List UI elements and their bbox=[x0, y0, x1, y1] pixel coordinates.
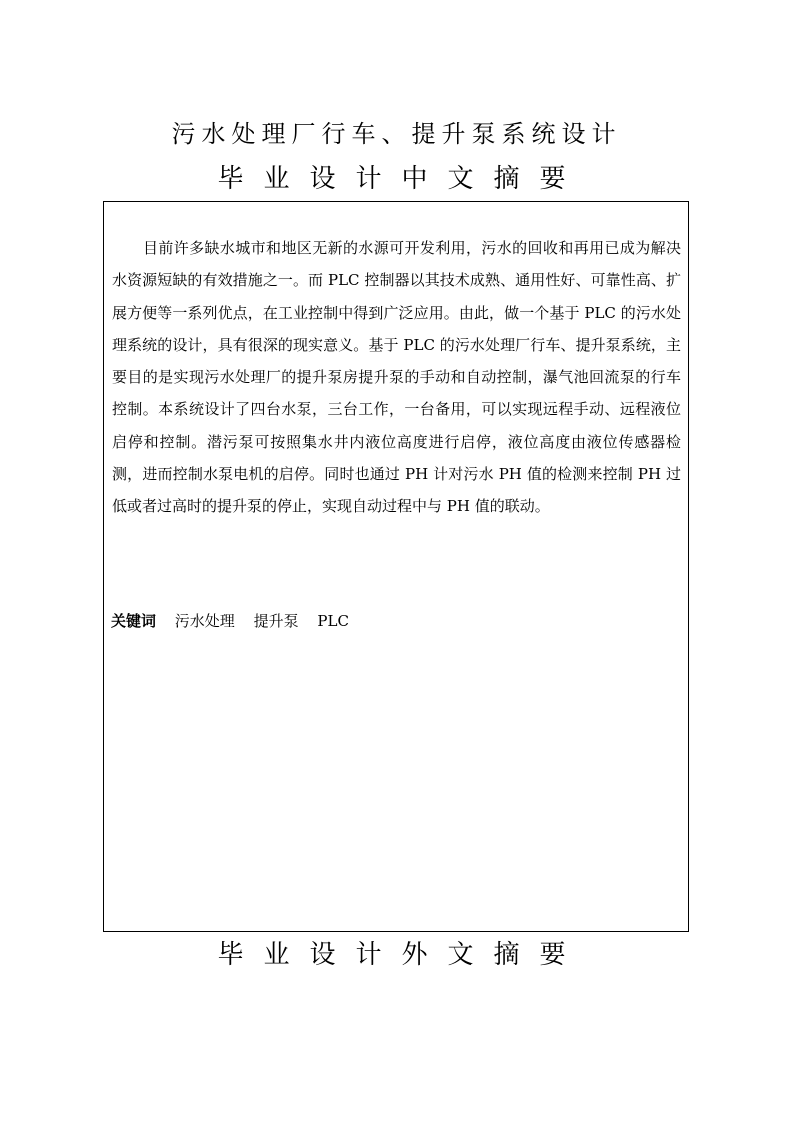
foreign-abstract-heading: 毕业设计外文摘要 bbox=[217, 940, 586, 970]
keyword-item: 污水处理 bbox=[174, 612, 235, 630]
abstract-body bbox=[112, 232, 681, 523]
keywords-label: 关键词 bbox=[111, 612, 157, 630]
abstract-paragraph: 目前许多缺水城市和地区无新的水源可开发利用，污水的回收和再用已成为解决水资源短缺的有效措施之一。而 PLC 控制器以其技术成熟、通用性好、可靠性高、扩展方便等一系列优点，在工业控制中得到广泛应用。由此，做一个基于 PLC 的污水处理系统的设计，具有很深的现实意义。基于 PLC 的污水处理厂行车、提升泵系统，主要目的是实现污水处理厂的提升泵房提升泵的手动和自动控制，瀑气池回流泵的行车控制。本系统设计了四台水泵，三台工作，一台备用，可以实现远程手动、远程液位启停和控制。潜污泵可按照集水井内液位高度进行启停，液位高度由液位传感器检测，进而控制水泵电机的启停。同时也通过 PH 计对污水 PH 值的检测来控制 PH 过低或者过高时的提升泵的停止，实现自动过程中与 PH 值的联动。 bbox=[112, 239, 681, 516]
keywords-line bbox=[111, 610, 363, 632]
keyword-item: PLC bbox=[317, 612, 349, 630]
abstract-box bbox=[103, 201, 689, 932]
keyword-item: 提升泵 bbox=[253, 612, 299, 630]
chinese-abstract-heading: 毕业设计中文摘要 bbox=[217, 164, 586, 194]
document-title: 污水处理厂行车、提升泵系统设计 bbox=[171, 120, 622, 148]
